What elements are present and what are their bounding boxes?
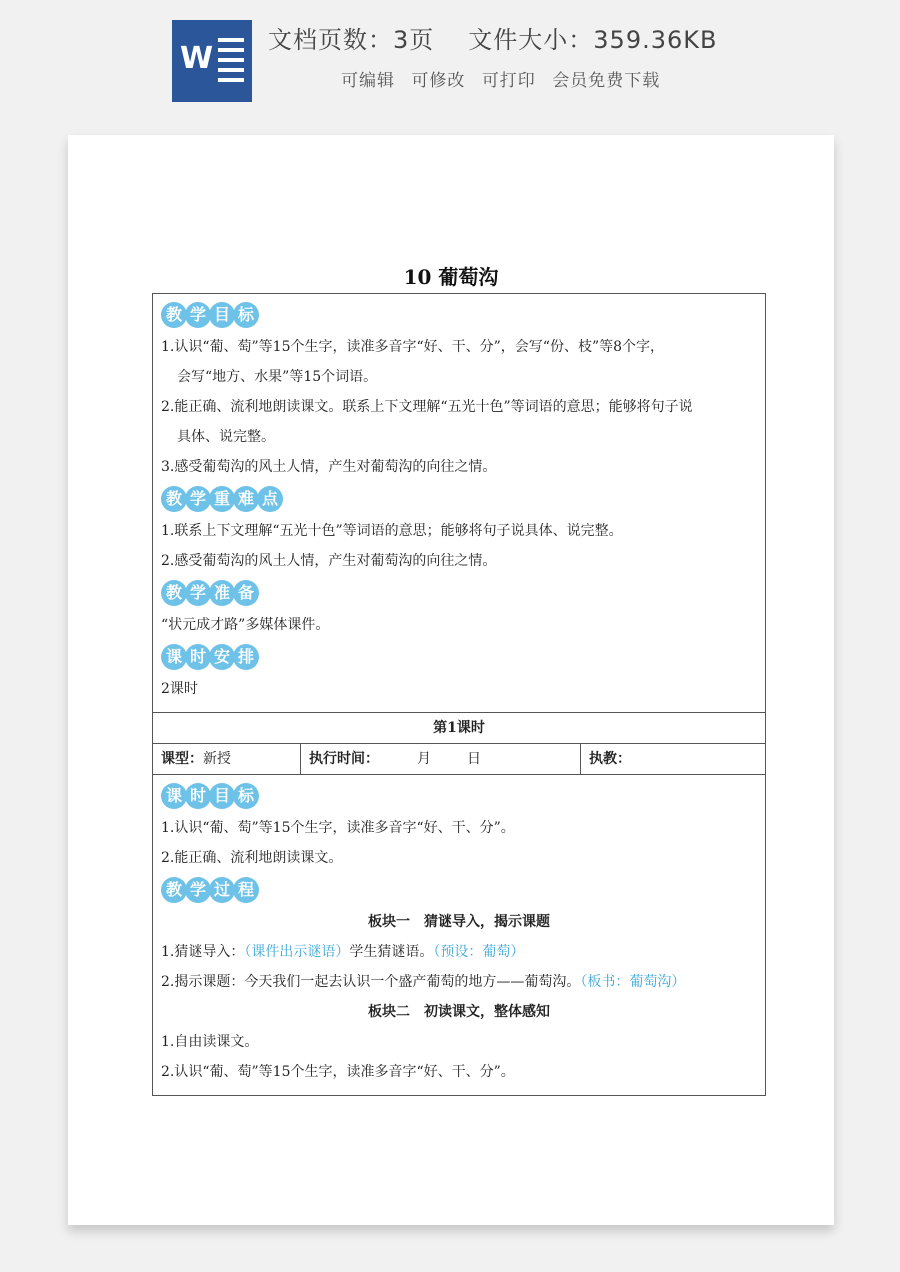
feature-modifiable: 可修改 [411, 71, 466, 91]
word-document-icon: W [172, 20, 252, 102]
block2-title: 板块二 初读课文，整体感知 [368, 1004, 550, 1020]
overview-section [153, 294, 765, 713]
badge-teaching-goals: 教 学 目 标 [161, 302, 757, 328]
lesson-goal-line: 1.认识“葡、萄”等15个生字，读准多音字“好、干、分”。 [161, 820, 515, 836]
badge-teaching-process: 教 学 过 程 [161, 877, 757, 903]
feature-editable: 可编辑 [341, 71, 395, 91]
schedule-text: 2课时 [161, 681, 198, 697]
goal-line: 3.感受葡萄沟的风土人情，产生对葡萄沟的向往之情。 [161, 459, 497, 475]
key-point-line: 1.联系上下文理解“五光十色”等词语的意思；能够将句子说具体、说完整。 [161, 523, 623, 539]
lesson-type-cell: 课型：新授 [153, 744, 301, 774]
lesson-plan-table [152, 293, 766, 1096]
lesson-info-row [153, 744, 765, 775]
goal-line: 1.认识“葡、萄”等15个生字，读准多音字“好、干、分”，会写“份、枝”等8个字， [161, 339, 665, 355]
exec-time-cell: 执行时间： 月 日 [301, 744, 581, 774]
badge-key-points: 教 学 重 难 点 [161, 486, 757, 512]
teacher-cell: 执教： [589, 751, 631, 767]
document-page [68, 135, 834, 1225]
lesson-section [153, 775, 765, 1095]
block1-line-2: 2.揭示课题：今天我们一起去认识一个盛产葡萄的地方——葡萄沟。（板书：葡萄沟） [161, 974, 686, 990]
lesson-goal-line: 2.能正确、流利地朗读课文。 [161, 850, 343, 866]
lesson-header: 第1课时 [153, 713, 765, 744]
feature-printable: 可打印 [481, 71, 536, 91]
badge-preparation: 教 学 准 备 [161, 580, 757, 606]
block1-line-1: 1.猜谜导入：（课件出示谜语）学生猜谜语。（预设：葡萄） [161, 944, 525, 960]
block2-line: 1.自由读课文。 [161, 1034, 259, 1050]
badge-lesson-goals: 课 时 目 标 [161, 783, 757, 809]
feature-list [341, 66, 670, 91]
block1-title: 板块一 猜谜导入，揭示课题 [368, 914, 550, 930]
goal-line: 会写“地方、水果”等15个词语。 [177, 369, 378, 385]
preparation-text: “状元成才路”多媒体课件。 [161, 617, 330, 633]
block2-line: 2.认识“葡、萄”等15个生字，读准多音字“好、干、分”。 [161, 1064, 515, 1080]
key-point-line: 2.感受葡萄沟的风土人情，产生对葡萄沟的向往之情。 [161, 553, 497, 569]
file-size: 文件大小：359.36KB [468, 26, 718, 54]
lesson-title: 10 葡萄沟 [403, 265, 499, 289]
download-banner [0, 0, 900, 112]
goal-line: 2.能正确、流利地朗读课文。联系上下文理解“五光十色”等词语的意思；能够将句子说 [161, 399, 693, 415]
badge-schedule: 课 时 安 排 [161, 644, 757, 670]
goal-line: 具体、说完整。 [177, 429, 275, 445]
feature-member-download: 会员免费下载 [552, 71, 661, 91]
file-meta [268, 20, 717, 55]
page-count: 文档页数：3页 [268, 26, 435, 54]
